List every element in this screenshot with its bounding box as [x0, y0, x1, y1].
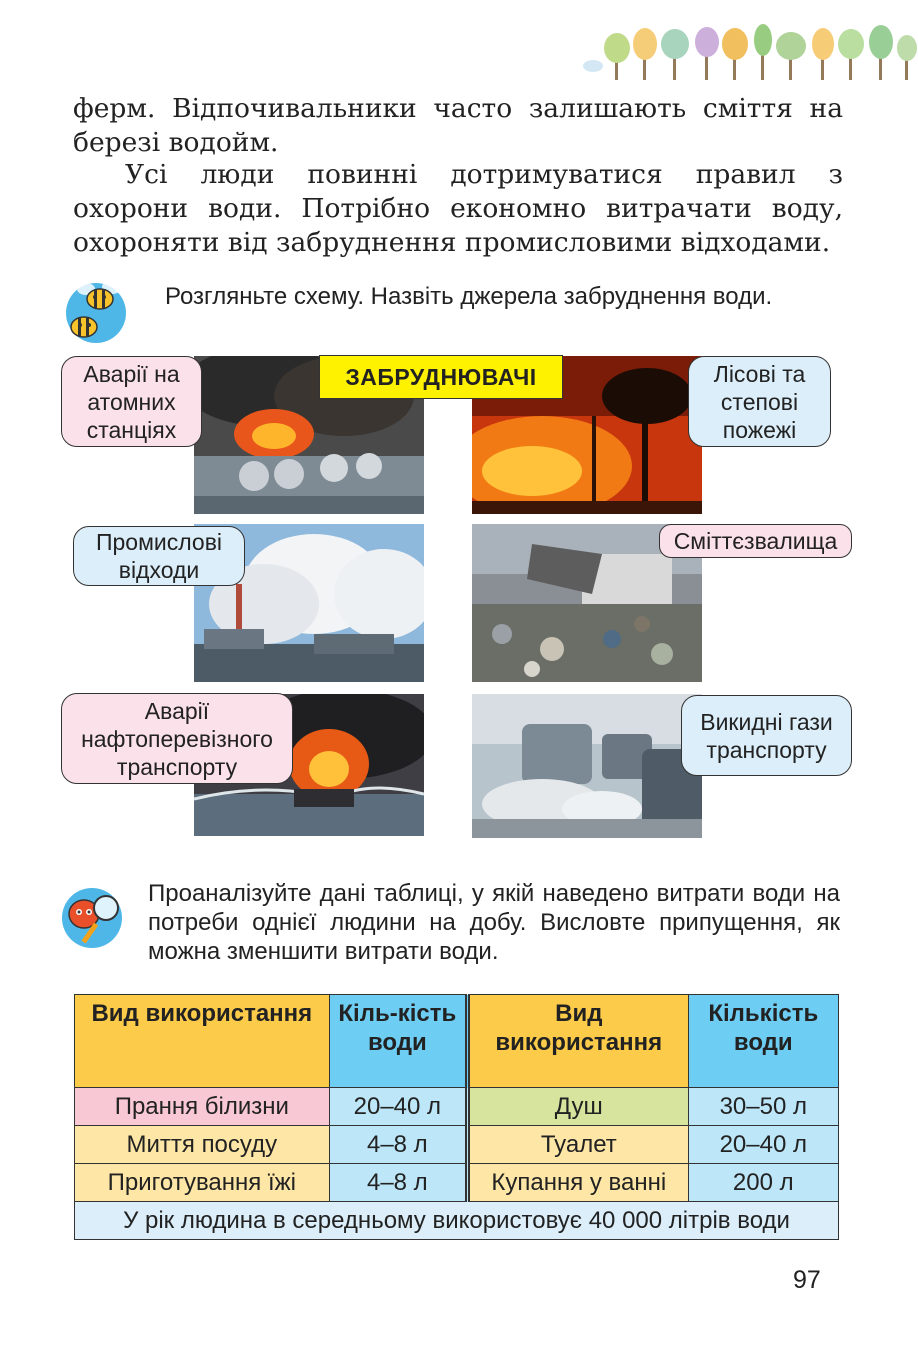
label-industrial-waste: Промислові відходи [73, 526, 245, 586]
label-forest-fires: Лісові та степові пожежі [688, 356, 831, 447]
intro-paragraph-1: ферм. Відпочивальники часто залишають сміття на березі водойм. [73, 93, 843, 158]
task-2-text: Проаналізуйте дані таблиці, у якій наведено витрати води на потреби однієї людини на добу. Висловте припущення, як можна зменшити витрати води. [148, 880, 840, 965]
exhaust-gases-photo [472, 694, 702, 838]
cell-amount: 200 л [688, 1164, 838, 1202]
table-row [75, 1164, 839, 1202]
cell-usage: Туалет [468, 1126, 689, 1164]
cell-amount: 30–50 л [688, 1088, 838, 1126]
bee-magnifier-icon [58, 882, 130, 954]
cell-amount: 4–8 л [329, 1164, 467, 1202]
cell-usage: Душ [468, 1088, 689, 1126]
table-footer-note: У рік людина в середньому використовує 40 000 літрів води [75, 1202, 839, 1240]
header-usage-type-2: Вид використання [468, 995, 689, 1088]
bees-icon [62, 273, 134, 345]
task-1-text: Розгляньте схему. Назвіть джерела забруднення води. [165, 283, 773, 310]
table-row [75, 1088, 839, 1126]
table-footer-row [75, 1202, 839, 1240]
label-nuclear-accidents: Аварії на атомних станціях [61, 356, 202, 447]
header-amount-2: Кількість води [688, 995, 838, 1088]
cell-amount: 20–40 л [329, 1088, 467, 1126]
scheme-title: ЗАБРУДНЮВАЧІ [319, 355, 563, 399]
table-row [75, 1126, 839, 1164]
label-oil-transport-accidents: Аварії нафтоперевізного транспорту [61, 693, 293, 784]
trees-decoration [573, 22, 918, 84]
water-usage-table [74, 994, 839, 1240]
cell-amount: 4–8 л [329, 1126, 467, 1164]
label-landfills: Сміттєзвалища [659, 524, 852, 558]
cell-usage: Миття посуду [75, 1126, 330, 1164]
cell-usage: Приготування їжі [75, 1164, 330, 1202]
cell-usage: Купання у ванні [468, 1164, 689, 1202]
header-amount-1: Кіль-кість води [329, 995, 467, 1088]
page-number: 97 [793, 1266, 821, 1294]
table-header-row [75, 995, 839, 1088]
intro-paragraph-2: Усі люди повинні дотримуватися правил з охорони води. Потрібно економно витрачати воду, охороняти від забруднення промисловими відходами. [73, 159, 843, 258]
header-usage-type-1: Вид використання [75, 995, 330, 1088]
cell-amount: 20–40 л [688, 1126, 838, 1164]
label-exhaust-gases: Викидні гази транспорту [681, 695, 852, 776]
cell-usage: Прання білизни [75, 1088, 330, 1126]
